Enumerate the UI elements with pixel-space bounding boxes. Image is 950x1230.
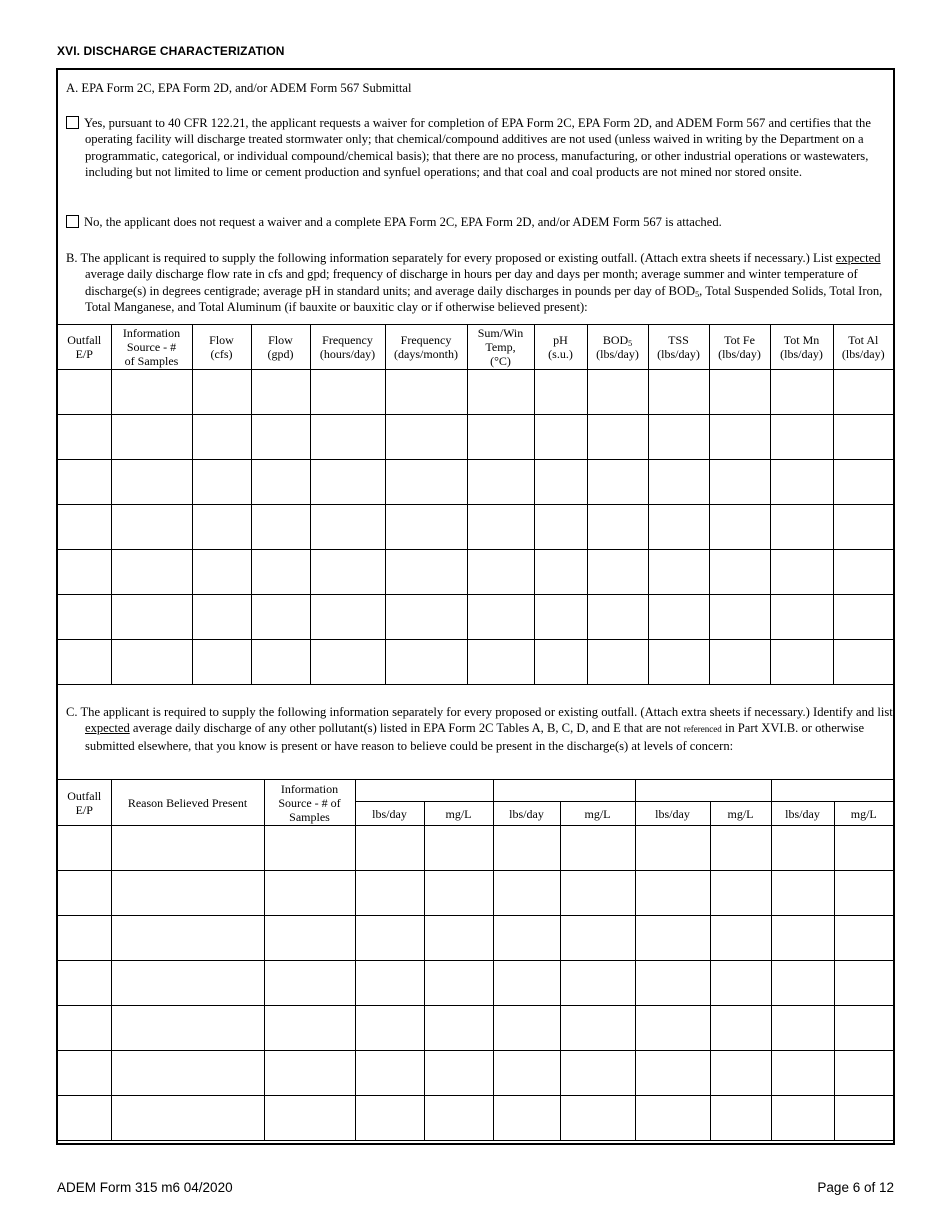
- part-c-input-cell[interactable]: [355, 1051, 424, 1096]
- c-pollutant-2-header[interactable]: [493, 780, 635, 802]
- c-col-info-source: Information Source - # of Samples: [264, 780, 355, 826]
- part-b-input-cell[interactable]: [310, 595, 385, 640]
- part-c-body: [58, 826, 893, 1141]
- part-b-input-cell[interactable]: [587, 550, 648, 595]
- part-a-heading: A. EPA Form 2C, EPA Form 2D, and/or ADEM Form 567 Submittal: [66, 81, 412, 95]
- part-b-input-cell[interactable]: [385, 415, 467, 460]
- part-b-input-cell[interactable]: [192, 595, 251, 640]
- part-b-input-cell[interactable]: [111, 415, 192, 460]
- part-c-input-cell[interactable]: [771, 1096, 834, 1141]
- part-c-input-cell[interactable]: [834, 1096, 893, 1141]
- part-b-input-cell[interactable]: [58, 370, 111, 415]
- no-option-text: No, the applicant does not request a waiver and a complete EPA Form 2C, EPA Form 2D, and/or ADEM Form 567 is attached.: [84, 215, 722, 229]
- part-b-input-cell[interactable]: [534, 415, 587, 460]
- part-b-input-cell[interactable]: [770, 460, 833, 505]
- part-b-input-cell[interactable]: [833, 550, 893, 595]
- part-b-expected: expected: [835, 251, 881, 265]
- part-b-input-cell[interactable]: [251, 550, 310, 595]
- part-c-input-cell[interactable]: [58, 1096, 111, 1141]
- part-b-input-cell[interactable]: [111, 595, 192, 640]
- c-unit-mg: mg/L: [424, 802, 493, 826]
- part-c-input-cell[interactable]: [635, 826, 710, 871]
- part-c-input-cell[interactable]: [424, 1006, 493, 1051]
- c-pollutant-3-header[interactable]: [635, 780, 771, 802]
- part-c-input-cell[interactable]: [834, 916, 893, 961]
- part-b-input-cell[interactable]: [833, 640, 893, 685]
- part-c-input-cell[interactable]: [493, 916, 560, 961]
- part-b-input-cell[interactable]: [385, 505, 467, 550]
- part-b-input-cell[interactable]: [534, 370, 587, 415]
- part-c-input-cell[interactable]: [560, 1096, 635, 1141]
- part-b-input-cell[interactable]: [467, 640, 534, 685]
- part-c-input-cell[interactable]: [58, 871, 111, 916]
- part-b-input-cell[interactable]: [58, 550, 111, 595]
- part-b-input-cell[interactable]: [467, 460, 534, 505]
- part-c-input-cell[interactable]: [264, 826, 355, 871]
- part-c-table-row: [58, 1006, 893, 1051]
- part-b-input-cell[interactable]: [310, 370, 385, 415]
- part-b-input-cell[interactable]: [251, 460, 310, 505]
- part-c-input-cell[interactable]: [635, 1096, 710, 1141]
- col-flow-gpd: Flow (gpd): [251, 325, 310, 370]
- part-c-input-cell[interactable]: [424, 916, 493, 961]
- part-b-input-cell[interactable]: [111, 640, 192, 685]
- part-b-input-cell[interactable]: [648, 550, 709, 595]
- col-outfall: Outfall E/P: [58, 325, 111, 370]
- part-b-input-cell[interactable]: [770, 595, 833, 640]
- part-c-table-row: [58, 916, 893, 961]
- part-c-input-cell[interactable]: [834, 1051, 893, 1096]
- part-c-input-cell[interactable]: [111, 916, 264, 961]
- part-b-input-cell[interactable]: [648, 460, 709, 505]
- c-unit-lbs: lbs/day: [771, 802, 834, 826]
- col-temp: Sum/Win Temp, (°C): [467, 325, 534, 370]
- part-c-line3: in Part XVI.B. or otherwise submitted elsewhere, that you know is present or have reason to believe could be present in the discharge(s) at levels of concern:: [85, 721, 865, 753]
- part-c-input-cell[interactable]: [111, 1006, 264, 1051]
- part-b-input-cell[interactable]: [58, 595, 111, 640]
- col-frequency-days: Frequency (days/month): [385, 325, 467, 370]
- part-c-input-cell[interactable]: [424, 871, 493, 916]
- part-c-input-cell[interactable]: [710, 961, 771, 1006]
- part-c-input-cell[interactable]: [635, 871, 710, 916]
- part-c-input-cell[interactable]: [771, 1006, 834, 1051]
- part-b-input-cell[interactable]: [385, 460, 467, 505]
- part-c-input-cell[interactable]: [493, 1096, 560, 1141]
- part-b-input-cell[interactable]: [111, 370, 192, 415]
- part-b-input-cell[interactable]: [648, 595, 709, 640]
- part-c-input-cell[interactable]: [424, 961, 493, 1006]
- part-c-line2: average daily discharge of any other pollutant(s) listed in EPA Form 2C Tables A, B, C, D, and E that are not: [132, 721, 681, 736]
- part-b-input-cell[interactable]: [709, 370, 770, 415]
- part-c-input-cell[interactable]: [771, 826, 834, 871]
- part-b-input-cell[interactable]: [648, 640, 709, 685]
- part-b-input-cell[interactable]: [534, 595, 587, 640]
- col-bod: $BOD_5$ (lbs/day): [587, 325, 648, 370]
- part-c-table-row: [58, 1051, 893, 1096]
- part-b-input-cell[interactable]: [648, 370, 709, 415]
- part-c-input-cell[interactable]: [264, 961, 355, 1006]
- part-c-input-cell[interactable]: [493, 871, 560, 916]
- part-b-sub5: 5: [695, 289, 700, 299]
- part-b-input-cell[interactable]: [709, 415, 770, 460]
- col-tot-fe: Tot Fe (lbs/day): [709, 325, 770, 370]
- part-c-input-cell[interactable]: [58, 1051, 111, 1096]
- c-unit-lbs: lbs/day: [635, 802, 710, 826]
- part-b-input-cell[interactable]: [58, 640, 111, 685]
- part-c-input-cell[interactable]: [264, 1006, 355, 1051]
- part-c-input-cell[interactable]: [834, 871, 893, 916]
- part-c-input-cell[interactable]: [771, 871, 834, 916]
- part-b-input-cell[interactable]: [770, 550, 833, 595]
- part-c-input-cell[interactable]: [560, 1006, 635, 1051]
- part-c-input-cell[interactable]: [635, 961, 710, 1006]
- part-b-input-cell[interactable]: [310, 505, 385, 550]
- part-b-table-row: [58, 460, 893, 505]
- part-c-input-cell[interactable]: [560, 961, 635, 1006]
- section-title: XVI. DISCHARGE CHARACTERIZATION: [57, 44, 285, 58]
- part-b-input-cell[interactable]: [385, 640, 467, 685]
- c-col-reason: Reason Believed Present: [111, 780, 264, 826]
- part-b-input-cell[interactable]: [770, 640, 833, 685]
- part-c-input-cell[interactable]: [560, 871, 635, 916]
- part-b-input-cell[interactable]: [467, 550, 534, 595]
- yes-option-text: Yes, pursuant to 40 CFR 122.21, the applicant requests a waiver for completion of EPA Form 2C, EPA Form 2D, and ADEM Form 567 and certifies that the operating facility will discharge treated stormwater only; that chemical/compound additives are not used (unless waived in writing by the Department on a programmatic, categorical, or individual compound/chemical basis); that there are no process, manufacturing, or other industrial operations or wastewaters, including but not limited to lime or cement production and synfuel operations; and that coal and coal products are not mined nor stored onsite.: [84, 116, 871, 179]
- part-c-input-cell[interactable]: [771, 961, 834, 1006]
- part-c-input-cell[interactable]: [493, 1006, 560, 1051]
- part-b-input-cell[interactable]: [310, 550, 385, 595]
- col-ph: pH (s.u.): [534, 325, 587, 370]
- part-b-input-cell[interactable]: [251, 640, 310, 685]
- part-b-input-cell[interactable]: [58, 415, 111, 460]
- col-tot-al: Tot Al (lbs/day): [833, 325, 893, 370]
- col-frequency-hours: Frequency (hours/day): [310, 325, 385, 370]
- part-b-input-cell[interactable]: [709, 505, 770, 550]
- col-flow-cfs: Flow (cfs): [192, 325, 251, 370]
- part-c-input-cell[interactable]: [560, 1051, 635, 1096]
- part-c-input-cell[interactable]: [111, 826, 264, 871]
- c-unit-lbs: lbs/day: [355, 802, 424, 826]
- part-b-input-cell[interactable]: [111, 550, 192, 595]
- part-b-input-cell[interactable]: [709, 550, 770, 595]
- part-b-input-cell[interactable]: [587, 370, 648, 415]
- part-c-input-cell[interactable]: [834, 826, 893, 871]
- part-c-referenced: referenced: [683, 724, 722, 735]
- part-b-input-cell[interactable]: [192, 460, 251, 505]
- col-info-source: Information Source - # of Samples: [111, 325, 192, 370]
- part-c-input-cell[interactable]: [834, 1006, 893, 1051]
- part-b-input-cell[interactable]: [587, 640, 648, 685]
- part-b-input-cell[interactable]: [770, 415, 833, 460]
- part-b-input-cell[interactable]: [648, 415, 709, 460]
- part-b-input-cell[interactable]: [467, 595, 534, 640]
- yes-waiver-option: [66, 115, 905, 180]
- c-col-outfall: Outfall E/P: [58, 780, 111, 826]
- part-c-header-row-1: [58, 780, 893, 802]
- part-b-body: [58, 370, 893, 685]
- part-b-input-cell[interactable]: [251, 415, 310, 460]
- part-b-table-row: [58, 415, 893, 460]
- part-b-input-cell[interactable]: [192, 640, 251, 685]
- part-b-input-cell[interactable]: [770, 370, 833, 415]
- part-b-table-row: [58, 550, 893, 595]
- part-b-input-cell[interactable]: [709, 640, 770, 685]
- part-b-input-cell[interactable]: [833, 460, 893, 505]
- part-c-input-cell[interactable]: [111, 871, 264, 916]
- part-c-input-cell[interactable]: [710, 826, 771, 871]
- footer-page-number: Page 6 of 12: [817, 1180, 894, 1195]
- part-b-input-cell[interactable]: [467, 415, 534, 460]
- part-b-input-cell[interactable]: [534, 640, 587, 685]
- part-c-input-cell[interactable]: [264, 1096, 355, 1141]
- part-b-input-cell[interactable]: [467, 505, 534, 550]
- part-c-input-cell[interactable]: [111, 1096, 264, 1141]
- c-unit-mg: mg/L: [560, 802, 635, 826]
- part-c-input-cell[interactable]: [493, 1051, 560, 1096]
- part-c-expected: expected: [85, 721, 130, 736]
- part-c-input-cell[interactable]: [264, 871, 355, 916]
- part-b-input-cell[interactable]: [833, 505, 893, 550]
- part-b-input-cell[interactable]: [192, 505, 251, 550]
- part-b-input-cell[interactable]: [251, 595, 310, 640]
- col-tss: TSS (lbs/day): [648, 325, 709, 370]
- part-c-input-cell[interactable]: [355, 871, 424, 916]
- part-c-input-cell[interactable]: [635, 1006, 710, 1051]
- part-c-input-cell[interactable]: [710, 916, 771, 961]
- part-b-input-cell[interactable]: [648, 505, 709, 550]
- part-c-input-cell[interactable]: [560, 916, 635, 961]
- part-c-line1: C. The applicant is required to supply the following information separately for every proposed or existing outfall. (Attach extra sheets if necessary.) Identify and list: [66, 705, 893, 719]
- part-b-table-row: [58, 640, 893, 685]
- part-c-table: [58, 779, 893, 1141]
- part-c-table-row: [58, 961, 893, 1006]
- part-c-input-cell[interactable]: [493, 826, 560, 871]
- c-pollutant-4-header[interactable]: [771, 780, 893, 802]
- part-b-input-cell[interactable]: [587, 595, 648, 640]
- part-c-input-cell[interactable]: [355, 1006, 424, 1051]
- part-b-input-cell[interactable]: [385, 595, 467, 640]
- part-b-input-cell[interactable]: [587, 460, 648, 505]
- part-c-table-row: [58, 1096, 893, 1141]
- part-b-input-cell[interactable]: [534, 550, 587, 595]
- part-c-instructions: [66, 704, 905, 754]
- part-c-input-cell[interactable]: [710, 871, 771, 916]
- part-b-input-cell[interactable]: [587, 415, 648, 460]
- part-c-table-row: [58, 826, 893, 871]
- part-c-input-cell[interactable]: [493, 961, 560, 1006]
- c-unit-mg: mg/L: [834, 802, 893, 826]
- part-c-input-cell[interactable]: [58, 916, 111, 961]
- part-b-input-cell[interactable]: [833, 415, 893, 460]
- part-c-input-cell[interactable]: [355, 826, 424, 871]
- part-b-input-cell[interactable]: [192, 415, 251, 460]
- part-c-input-cell[interactable]: [771, 916, 834, 961]
- part-b-input-cell[interactable]: [385, 370, 467, 415]
- discharge-characterization-frame: [56, 68, 895, 1145]
- part-b-input-cell[interactable]: [251, 370, 310, 415]
- no-waiver-option: [66, 214, 905, 230]
- part-b-header-row: [58, 325, 893, 370]
- part-c-input-cell[interactable]: [58, 1006, 111, 1051]
- yes-checkbox[interactable]: [66, 116, 79, 129]
- part-c-input-cell[interactable]: [560, 826, 635, 871]
- part-c-input-cell[interactable]: [58, 826, 111, 871]
- part-b-input-cell[interactable]: [310, 640, 385, 685]
- part-c-input-cell[interactable]: [834, 961, 893, 1006]
- part-b-instructions: [66, 250, 905, 315]
- part-c-input-cell[interactable]: [635, 1051, 710, 1096]
- part-b-input-cell[interactable]: [833, 595, 893, 640]
- part-c-input-cell[interactable]: [710, 1051, 771, 1096]
- part-b-input-cell[interactable]: [467, 370, 534, 415]
- part-b-input-cell[interactable]: [709, 595, 770, 640]
- part-c-input-cell[interactable]: [424, 1051, 493, 1096]
- part-b-table-row: [58, 505, 893, 550]
- part-b-line2: average daily discharge flow rate in cfs and gpd; frequency of discharge in hours per day and days per month; average summer and winter temperature of discharge(s) in degrees centigrade; average pH in standard units; and average daily discharges in pounds per day of BOD: [85, 267, 858, 298]
- part-b-input-cell[interactable]: [192, 550, 251, 595]
- part-b-input-cell[interactable]: [111, 460, 192, 505]
- part-c-input-cell[interactable]: [635, 916, 710, 961]
- c-unit-lbs: lbs/day: [493, 802, 560, 826]
- part-c-input-cell[interactable]: [424, 1096, 493, 1141]
- part-b-input-cell[interactable]: [587, 505, 648, 550]
- c-pollutant-1-header[interactable]: [355, 780, 493, 802]
- part-b-line1: B. The applicant is required to supply the following information separately for every proposed or existing outfall. (Attach extra sheets if necessary.) List: [66, 251, 833, 265]
- part-b-input-cell[interactable]: [251, 505, 310, 550]
- part-b-input-cell[interactable]: [833, 370, 893, 415]
- part-c-input-cell[interactable]: [264, 916, 355, 961]
- part-b-input-cell[interactable]: [310, 415, 385, 460]
- part-c-table-row: [58, 871, 893, 916]
- part-c-input-cell[interactable]: [355, 961, 424, 1006]
- part-b-input-cell[interactable]: [385, 550, 467, 595]
- footer-form-id: ADEM Form 315 m6 04/2020: [57, 1180, 233, 1195]
- part-c-input-cell[interactable]: [424, 826, 493, 871]
- part-b-input-cell[interactable]: [310, 460, 385, 505]
- part-c-input-cell[interactable]: [710, 1006, 771, 1051]
- part-b-input-cell[interactable]: [770, 505, 833, 550]
- no-checkbox[interactable]: [66, 215, 79, 228]
- part-c-input-cell[interactable]: [710, 1096, 771, 1141]
- part-c-input-cell[interactable]: [58, 961, 111, 1006]
- c-unit-mg: mg/L: [710, 802, 771, 826]
- part-b-input-cell[interactable]: [58, 460, 111, 505]
- part-b-table: [58, 324, 893, 685]
- part-b-table-row: [58, 370, 893, 415]
- part-c-input-cell[interactable]: [355, 916, 424, 961]
- part-c-input-cell[interactable]: [111, 1051, 264, 1096]
- col-tot-mn: Tot Mn (lbs/day): [770, 325, 833, 370]
- part-b-input-cell[interactable]: [534, 505, 587, 550]
- part-b-input-cell[interactable]: [111, 505, 192, 550]
- part-b-input-cell[interactable]: [192, 370, 251, 415]
- part-c-input-cell[interactable]: [771, 1051, 834, 1096]
- part-c-input-cell[interactable]: [111, 961, 264, 1006]
- part-b-input-cell[interactable]: [58, 505, 111, 550]
- part-b-input-cell[interactable]: [709, 460, 770, 505]
- part-b-line3: , Total Suspended Solids, Total Iron, Total Manganese, and Total Aluminum (if bauxite or bauxitic clay or if otherwise believed present):: [85, 283, 883, 314]
- part-b-input-cell[interactable]: [534, 460, 587, 505]
- part-c-input-cell[interactable]: [355, 1096, 424, 1141]
- part-c-input-cell[interactable]: [264, 1051, 355, 1096]
- part-b-table-row: [58, 595, 893, 640]
